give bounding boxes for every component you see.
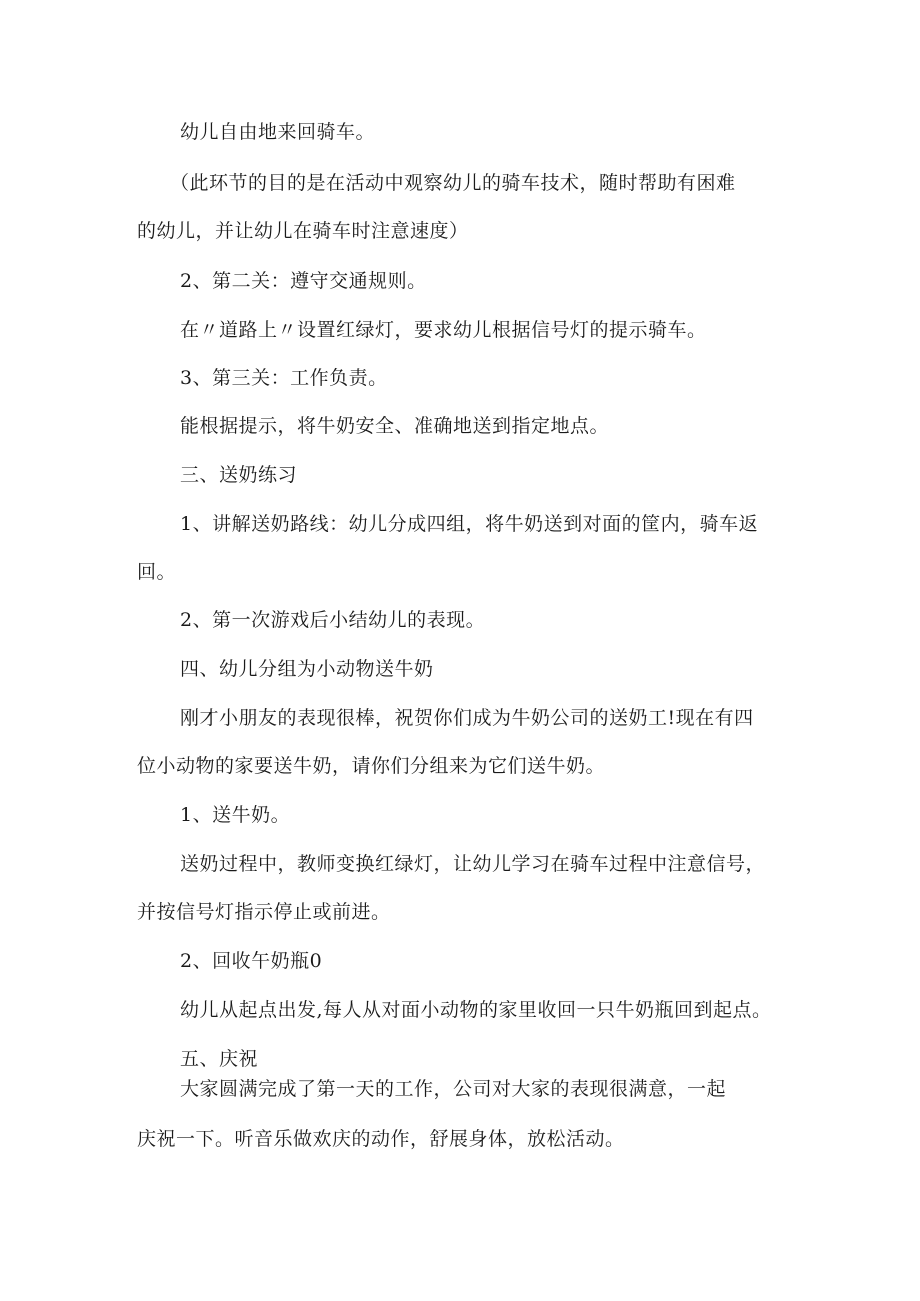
text-line: 刚才小朋友的表现很棒，祝贺你们成为牛奶公司的送奶工!现在有四: [180, 707, 754, 729]
section-heading: 四、幼儿分组为小动物送牛奶: [180, 658, 434, 680]
text-line: 2、第二关：遵守交通规则。: [180, 270, 427, 292]
text-line: 的幼儿，并让幼儿在骑车时注意速度）: [137, 220, 469, 242]
text-line: 庆祝一下。听音乐做欢庆的动作，舒展身体，放松活动。: [137, 1128, 625, 1150]
text-line: 2、回收午奶瓶0: [180, 950, 323, 972]
text-line: 位小动物的家要送牛奶，请你们分组来为它们送牛奶。: [137, 755, 606, 777]
text-line: 送奶过程中，教师变换红绿灯，让幼儿学习在骑车过程中注意信号，: [180, 853, 766, 875]
text-line: 1、讲解送奶路线：幼儿分成四组，将牛奶送到对面的筐内，骑车返: [180, 513, 759, 535]
section-heading: 三、送奶练习: [180, 464, 298, 486]
text-line: （此环节的目的是在活动中观察幼儿的骑车技术，随时帮助有困难: [170, 172, 736, 194]
text-line: 能根据提示，将牛奶安全、准确地送到指定地点。: [180, 415, 610, 437]
text-line: 并按信号灯指示停止或前进。: [137, 901, 391, 923]
section-heading: 五、庆祝: [180, 1048, 259, 1070]
text-line: 大家圆满完成了第一天的工作，公司对大家的表现很满意，一起: [180, 1078, 727, 1100]
text-line: 在〃道路上〃设置红绿灯，要求幼儿根据信号灯的提示骑车。: [180, 319, 707, 341]
text-line: 幼儿自由地来回骑车。: [180, 121, 376, 143]
text-line: 回。: [137, 561, 177, 583]
text-line: 3、第三关：工作负责。: [180, 367, 388, 389]
text-line: 2、第一次游戏后小结幼儿的表现。: [180, 609, 486, 631]
text-line: 1、送牛奶。: [180, 804, 291, 826]
text-line: 幼儿从起点出发,每人从对面小动物的家里收回一只牛奶瓶回到起点。: [180, 999, 772, 1021]
